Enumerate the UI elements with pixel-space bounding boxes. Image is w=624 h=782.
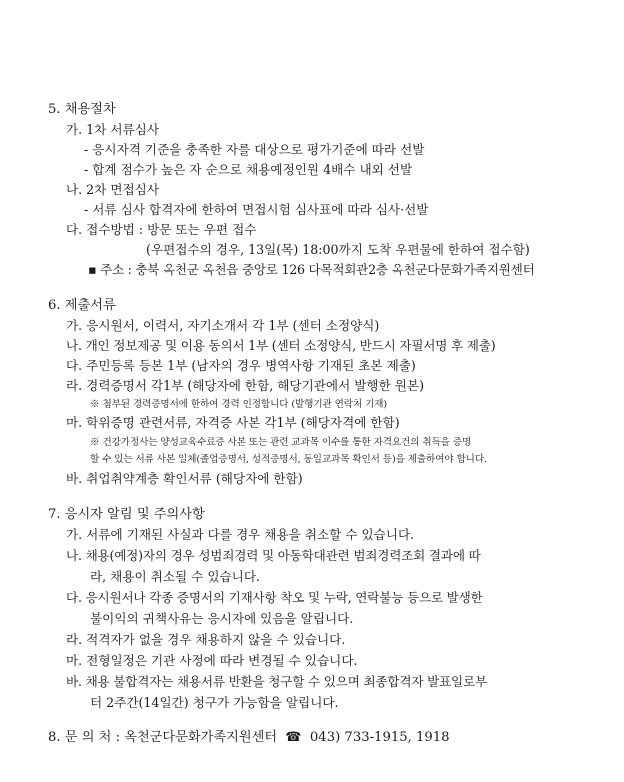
section-5-title: 5. 채용절차: [48, 102, 116, 117]
section-6-item-a: 가. 응시원서, 이력서, 자기소개서 각 1부 (센터 소정양식): [66, 318, 380, 333]
section-5-item-b-detail: - 서류 심사 합격자에 한하여 면접시험 심사표에 따라 심사·선발: [84, 202, 429, 217]
section-6-item-c: 다. 주민등록 등본 1부 (남자의 경우 병역사항 기재된 초본 제출): [66, 358, 416, 373]
telephone-icon: ☎: [285, 730, 302, 745]
section-7-item-f-cont: 터 2주간(14일간) 청구가 가능함을 알립니다.: [90, 695, 339, 710]
contact-label: 8. 문 의 처 : 옥천군다문화가족지원센터: [48, 730, 278, 745]
section-7-item-f: 바. 채용 불합격자는 채용서류 반환을 청구할 수 있으며 최종합격자 발표일로부: [66, 674, 487, 689]
section-7-item-c-cont: 불이익의 귀책사유는 응시자에 있음을 알립니다.: [90, 611, 354, 626]
section-5-item-c-note: (우편접수의 경우, 13일(목) 18:00까지 도착 우편물에 한하여 접수함): [146, 242, 530, 257]
section-7-item-d: 라. 적격자가 없을 경우 채용하지 않을 수 있습니다.: [66, 632, 346, 647]
section-6-title: 6. 제출서류: [48, 298, 116, 313]
section-6-item-e: 마. 학위증명 관련서류, 자격증 사본 각1부 (해당자격에 한함): [66, 415, 400, 430]
section-6-item-e-note: ※ 건강가정사는 양성교육수료증 사본 또는 관련 교과목 이수를 통한 자격요건의 취득을 증명: [90, 437, 472, 448]
section-5-item-a-detail: - 응시자격 기준을 충족한 자를 대상으로 평가기준에 따라 선발: [84, 142, 425, 157]
section-6-item-e-note: 할 수 있는 서류 사본 일체(졸업증명서, 성적증명서, 동일교과목 확인서 등)을 제출하여야 합니다.: [90, 454, 487, 465]
section-7-item-b-cont: 라, 채용이 취소될 수 있습니다.: [90, 569, 261, 584]
section-5-item-b: 나. 2차 면접심사: [66, 182, 160, 197]
section-5-address: ▪ 주소 : 충북 옥천군 옥천읍 중앙로 126 다목적회관2층 옥천군다문화가족지원센터: [88, 262, 535, 277]
section-6-item-d: 라. 경력증명서 각1부 (해당자에 한함, 해당기관에서 발행한 원본): [66, 378, 425, 393]
section-5-item-a: 가. 1차 서류심사: [66, 122, 160, 137]
section-6-item-f: 바. 취업취약계층 확인서류 (해당자에 한함): [66, 471, 303, 486]
section-8-contact: [48, 731, 450, 744]
section-7-item-a: 가. 서류에 기재된 사실과 다를 경우 채용을 취소할 수 있습니다.: [66, 527, 415, 542]
section-7-item-b: 나. 채용(예정)자의 경우 성범죄경력 및 아동학대관련 범죄경력조회 결과에 따: [66, 548, 481, 563]
section-7-item-e: 마. 전형일정은 기관 사정에 따라 변경될 수 있습니다.: [66, 653, 358, 668]
section-5-item-a-detail: - 합계 점수가 높은 자 순으로 채용예정인원 4배수 내외 선발: [84, 162, 413, 177]
contact-phone: 043) 733-1915, 1918: [309, 730, 450, 745]
section-6-item-b: 나. 개인 정보제공 및 이용 동의서 1부 (센터 소정양식, 반드시 자필서명 후 제출): [66, 338, 496, 353]
section-5-item-c: 다. 접수방법 : 방문 또는 우편 접수: [66, 222, 257, 237]
section-7-title: 7. 응시자 알림 및 주의사항: [48, 507, 205, 522]
section-7-item-c: 다. 응시원서나 각종 증명서의 기재사항 착오 및 누락, 연락불능 등으로 발생한: [66, 590, 483, 605]
section-6-item-d-note: ※ 첨부된 경력증명서에 한하여 경력 인정합니다 (발행기관 연락처 기재): [90, 399, 388, 410]
